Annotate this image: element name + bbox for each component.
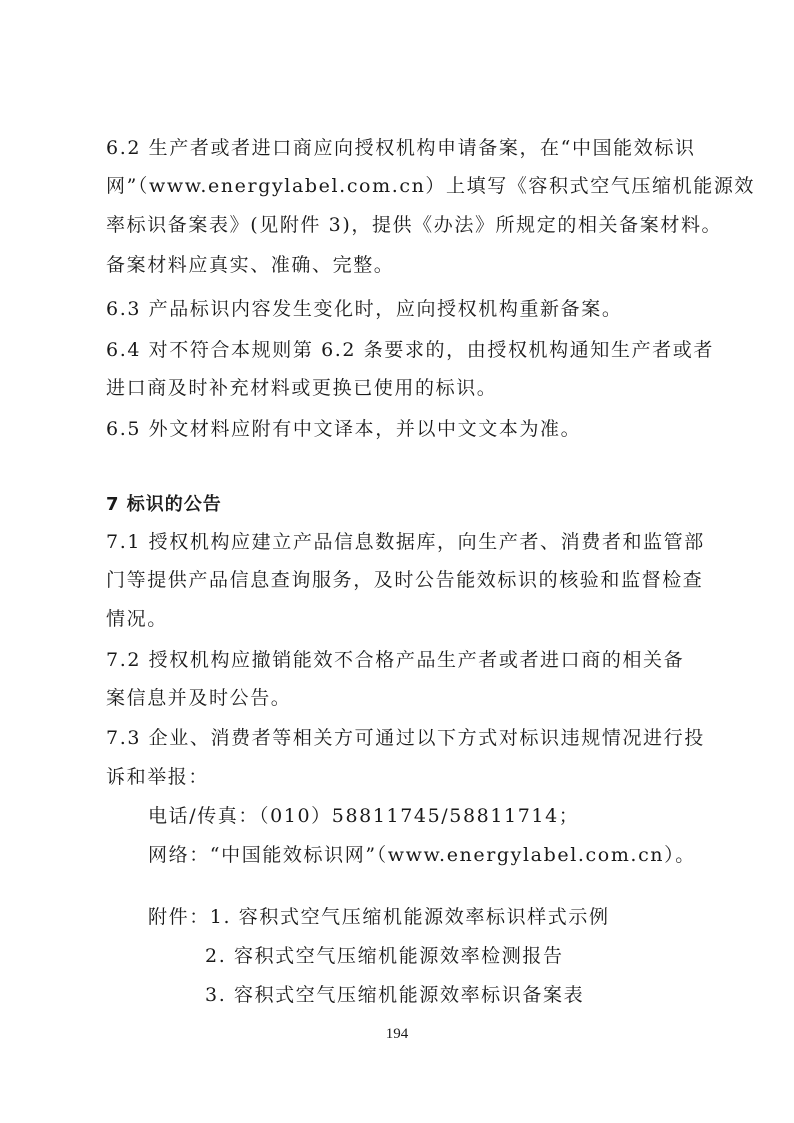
paragraph-7-1-line-3: 情况。: [106, 608, 168, 630]
contact-website: 网络：“中国能效标识网”（www.energylabel.com.cn）。: [148, 844, 696, 866]
paragraph-7-3-line-2: 诉和举报：: [106, 766, 210, 788]
paragraph-6-2-line-4: 备案材料应真实、准确、完整。: [106, 254, 395, 276]
paragraph-6-5-line-1: 6.5 外文材料应附有中文译本，并以中文文本为准。: [106, 418, 582, 440]
paragraph-6-3-line-1: 6.3 产品标识内容发生变化时，应向授权机构重新备案。: [106, 298, 623, 320]
paragraph-7-1-line-2: 门等提供产品信息查询服务，及时公告能效标识的核验和监督检查: [106, 569, 704, 591]
paragraph-7-1-line-1: 7.1 授权机构应建立产品信息数据库，向生产者、消费者和监管部: [106, 531, 705, 553]
attachment-item-1: 附件：1. 容积式空气压缩机能源效率标识样式示例: [148, 906, 610, 928]
contact-phone-fax: 电话/传真：（010）58811745/58811714；: [148, 805, 580, 827]
attachment-item-3: 3. 容积式空气压缩机能源效率标识备案表: [205, 984, 585, 1006]
paragraph-6-2-line-3: 率标识备案表》(见附件 3)，提供《办法》所规定的相关备案材料。: [106, 214, 723, 236]
paragraph-7-3-line-1: 7.3 企业、消费者等相关方可通过以下方式对标识违规情况进行投: [106, 727, 705, 749]
section-7-heading: 7 标识的公告: [106, 494, 222, 515]
page-number: 194: [385, 1026, 409, 1042]
paragraph-6-4-line-2: 进口商及时补充材料或更换已使用的标识。: [106, 377, 498, 399]
paragraph-6-2-line-1: 6.2 生产者或者进口商应向授权机构申请备案，在“中国能效标识: [106, 137, 696, 159]
paragraph-7-2-line-1: 7.2 授权机构应撤销能效不合格产品生产者或者进口商的相关备: [106, 649, 685, 671]
attachment-item-2: 2. 容积式空气压缩机能源效率检测报告: [205, 945, 564, 967]
paragraph-6-4-line-1: 6.4 对不符合本规则第 6.2 条要求的，由授权机构通知生产者或者: [106, 339, 714, 361]
paragraph-6-2-line-2: 网”（www.energylabel.com.cn）上填写《容积式空气压缩机能源效: [106, 175, 756, 197]
paragraph-7-2-line-2: 案信息并及时公告。: [106, 687, 292, 709]
